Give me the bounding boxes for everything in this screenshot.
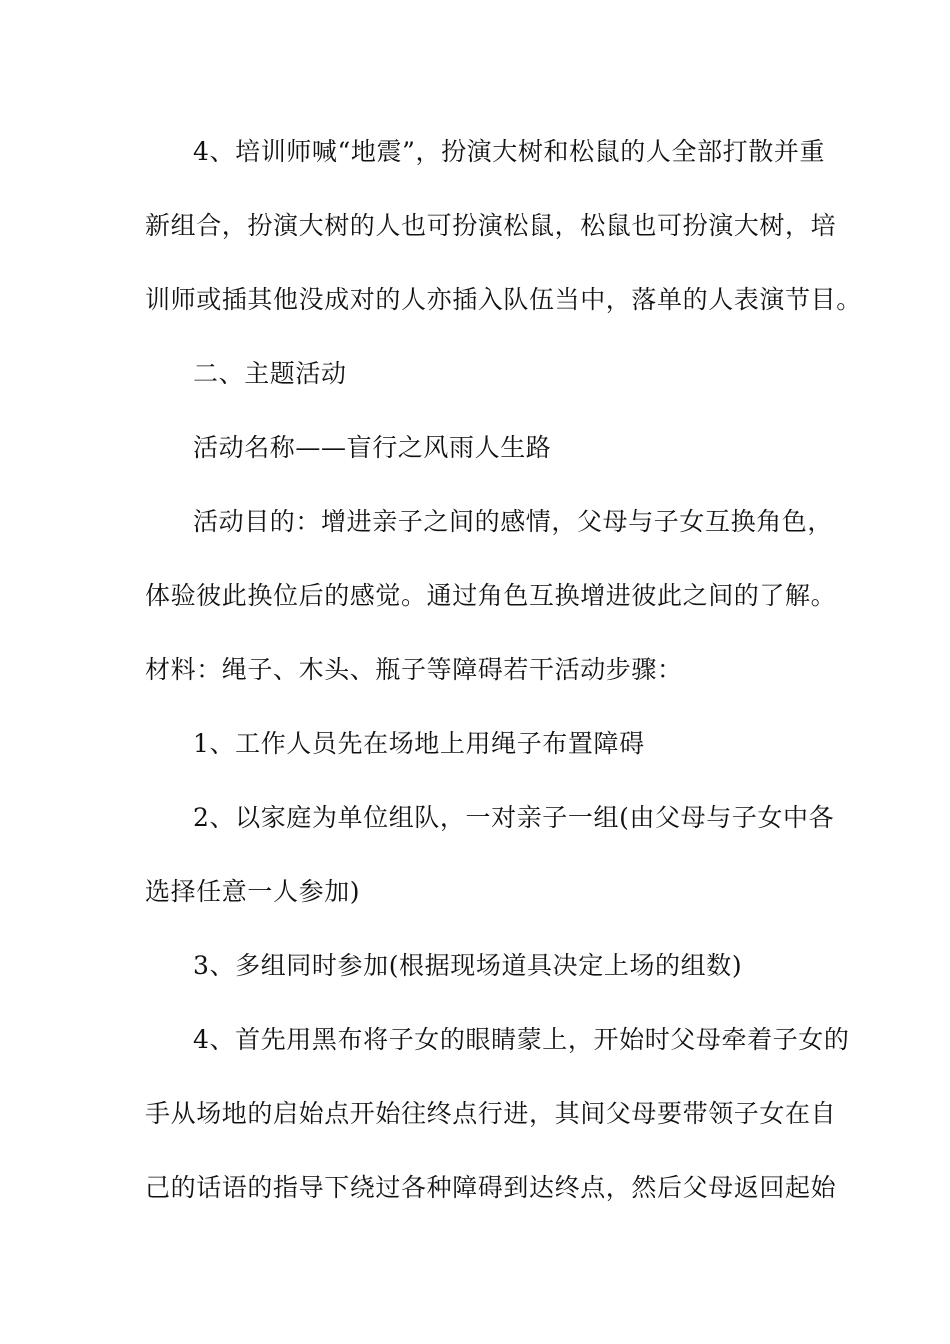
text-line: 训师或插其他没成对的人亦插入队伍当中，落单的人表演节目。 (145, 285, 862, 314)
text-line: 4、培训师喊“地震”，扮演大树和松鼠的人全部打散并重 (193, 137, 826, 166)
text-line: 2、以家庭为单位组队，一对亲子一组(由父母与子女中各 (193, 803, 835, 832)
text-line: 选择任意一人参加) (145, 877, 361, 906)
text-line: 4、首先用黑布将子女的眼睛蒙上，开始时父母牵着子女的 (193, 1025, 850, 1054)
text-line: 己的话语的指导下绕过各种障碍到达终点，然后父母返回起始 (145, 1173, 837, 1202)
text-line: 体验彼此换位后的感觉。通过角色互换增进彼此之间的了解。 (145, 581, 837, 610)
section-heading: 二、主题活动 (193, 359, 347, 388)
text-line: 材料：绳子、木头、瓶子等障碍若干活动步骤： (145, 655, 683, 684)
text-line: 活动名称——盲行之风雨人生路 (193, 433, 552, 462)
text-line: 活动目的：增进亲子之间的感情，父母与子女互换角色， (193, 507, 834, 536)
text-line: 新组合，扮演大树的人也可扮演松鼠，松鼠也可扮演大树，培 (145, 211, 837, 240)
text-line: 手从场地的启始点开始往终点行进，其间父母要带领子女在自 (145, 1099, 837, 1128)
text-line: 3、多组同时参加(根据现场道具决定上场的组数) (193, 951, 743, 980)
text-line: 1、工作人员先在场地上用绳子布置障碍 (193, 729, 645, 758)
